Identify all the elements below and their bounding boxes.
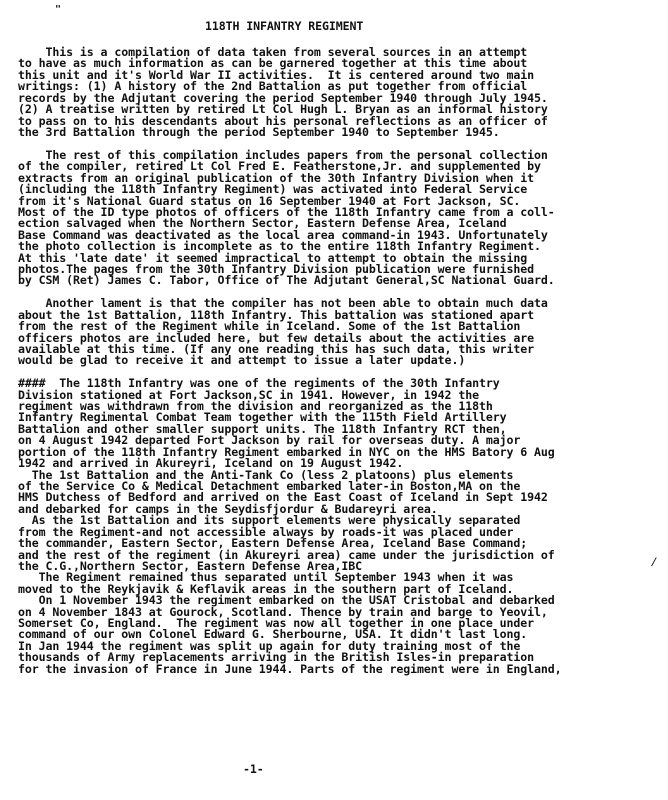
body-line: photos.The pages from the 30th Infantry Division publication were furnished <box>18 262 535 276</box>
body-line: about the 1st Battalion, 118th Infantry. This battalion was stationed apart <box>18 307 535 322</box>
page-number: -1- <box>243 762 264 776</box>
body-line: In Jan 1944 the regiment was split up again for duty training most of the <box>18 638 521 653</box>
body-line: At this 'late date' it seemed impractical to attempt to obtain the missing <box>18 250 528 265</box>
body-line: officers photos are included here, but few details about the activities are <box>18 330 535 345</box>
body-line: portion of the 118th Infantry Regiment embarked in NYC on the HMS Batory 6 Aug <box>18 444 555 459</box>
body-line: command of our own Colonel Edward G. Sherbourne, USA. It didn't last long. <box>18 627 528 642</box>
body-line: by CSM (Ret) James C. Tabor, Office of The Adjutant General,SC National Guard. <box>18 273 555 288</box>
body-line: Battalion and other smaller support units. The 118th Infantry RCT then, <box>18 421 507 436</box>
body-line: to pass on to his descendants about his personal reflections as an officer of <box>18 113 548 128</box>
body-line: the 3rd Battalion through the period September 1940 to September 1945. <box>18 124 500 139</box>
body-line: The rest of this compilation includes papers from the personal collection <box>18 147 548 162</box>
body-line: would be glad to receive it and attempt to issue a later update.) <box>18 353 466 368</box>
body-line: thousands of Army replacements arriving in the British Isles-in preparation <box>18 650 535 665</box>
body-line: Division stationed at Fort Jackson,SC in 1941. However, in 1942 the <box>18 387 479 402</box>
body-line: Base Command was deactivated as the local area command-in 1943. Unfortunately <box>18 227 548 242</box>
page-title: 118TH INFANTRY REGIMENT <box>205 19 364 33</box>
body-line: from it's National Guard status on 16 September 1940 at Fort Jackson, SC. <box>18 193 521 208</box>
body-line: the commander, Eastern Sector, Eastern Defense Area, Iceland Base Command; <box>18 536 528 551</box>
body-line: the C.G.,Northern Sector, Eastern Defense Area,IBC <box>18 558 363 573</box>
corner-mark: " <box>55 4 62 15</box>
body-line: on 4 November 1843 at Gourock, Scotland. Thence by train and barge to Yeovil, <box>18 604 548 619</box>
body-line: HMS Dutchess of Bedford and arrived on the East Coast of Iceland in Sept 1942 <box>18 490 548 505</box>
body-line: to have as much information as can be garnered together at this time about <box>18 56 528 71</box>
margin-mark: ⁄ <box>650 555 658 570</box>
body-line: and debarked for camps in the Seydisfjordur & Budareyri area. <box>18 501 438 516</box>
body-line: regiment was withdrawn from the division and reorganized as the 118th <box>18 399 493 413</box>
body-line: from the rest of the Regiment while in Iceland. Some of the 1st Battalion <box>18 319 521 334</box>
body-line: the photo collection is incomplete as to the entire 118th Infantry Regiment. <box>18 239 541 254</box>
body-line: for the invasion of France in June 1944. Parts of the regiment were in England, <box>18 661 562 676</box>
body-line: Most of the ID type photos of officers of the 118th Infantry came from a coll- <box>18 204 555 219</box>
body-line: of the Service Co & Medical Detachment embarked later-in Boston,MA on the <box>18 479 521 493</box>
body-line: on 4 August 1942 departed Fort Jackson by rail for overseas duty. A major <box>18 433 521 448</box>
body-line: this unit and it's World War II activities. It is centered around two main <box>18 67 535 82</box>
body-line: (including the 118th Infantry Regiment) was activated into Federal Service <box>18 182 528 196</box>
body-line: #### The 118th Infantry was one of the regiments of the 30th Infantry <box>18 376 500 391</box>
body-line: Another lament is that the compiler has not been able to obtain much data <box>18 296 548 311</box>
body-line: ection salvaged when the Northern Sector, Eastern Defense Area, Iceland <box>18 216 507 231</box>
body-line: available at this time. (If any one reading this has such data, this writer <box>18 341 535 356</box>
body-line: On 1 November 1943 the regiment embarked on the USAT Cristobal and debarked <box>18 593 555 608</box>
body-line: records by the Adjutant covering the period September 1940 through July 1945. <box>18 90 548 105</box>
body-line: extracts from an original publication of the 30th Infantry Division when it <box>18 170 535 185</box>
body-line: writings: (1) A history of the 2nd Battalion as put together from official <box>18 79 528 94</box>
body-line: 1942 and arrived in Akureyri, Iceland on 19 August 1942. <box>18 456 404 471</box>
body-line: moved to the Reykjavik & Keflavik areas in the southern part of Iceland. <box>18 581 514 596</box>
body-line: As the 1st Battalion and its support elements were physically separated <box>18 513 521 528</box>
body-line: from the Regiment-and not accessible always by roads-it was placed under <box>18 524 514 539</box>
body-line: Somerset Co, England. The regiment was now all together in one place under <box>18 616 535 630</box>
body-line: This is a compilation of data taken from several sources in an attempt <box>18 45 528 59</box>
body-line: The 1st Battalion and the Anti-Tank Co (less 2 platoons) plus elements <box>18 467 514 482</box>
body-line: Infantry Regimental Combat Team together with the 115th Field Artillery <box>18 410 507 425</box>
body-line: of the compiler, retired Lt Col Fred E. Featherstone,Jr. and supplemented by <box>18 159 541 174</box>
body-line: and the rest of the regiment (in Akureyri area) came under the jurisdiction of <box>18 547 555 562</box>
body-line: The Regiment remained thus separated until September 1943 when it was <box>18 570 514 585</box>
body-line: (2) A treatise written by retired Lt Col Hugh L. Bryan as an informal history <box>18 102 548 117</box>
